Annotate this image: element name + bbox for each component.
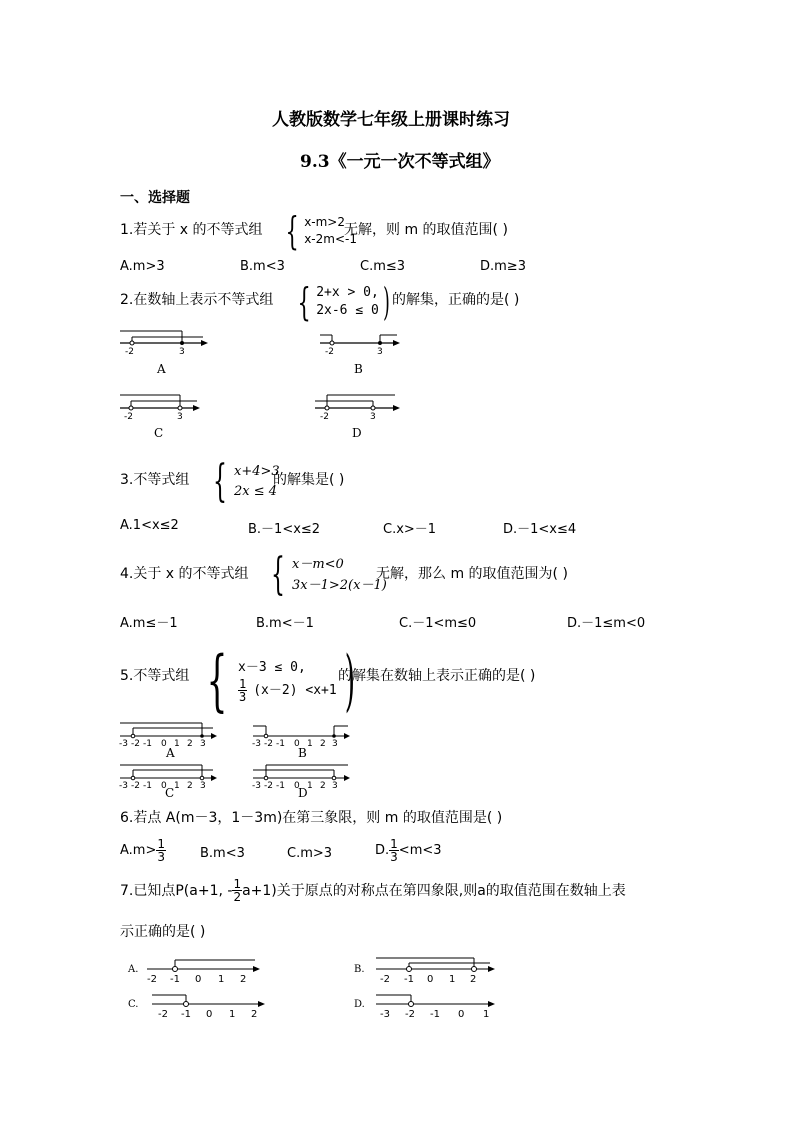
q3-option-d: D.－1<x≤4	[503, 522, 577, 537]
q5-prefix: 5.不等式组	[120, 668, 190, 684]
tick-label: 3	[200, 781, 206, 790]
q7-label-a: A.	[128, 964, 139, 975]
tick-label: 0	[161, 739, 167, 748]
tick-label: 3	[377, 347, 383, 355]
tick-label: 0	[458, 1009, 465, 1019]
q2-label-c: C	[154, 426, 164, 440]
q5-fraction	[238, 678, 247, 703]
q2-label-a: A	[157, 362, 166, 376]
q2-system	[292, 280, 394, 324]
q5-numberline-a	[117, 718, 217, 748]
tick-label: 1	[174, 739, 180, 748]
q6-option-d-prefix: D.	[375, 843, 390, 858]
q4-option-a: A.m≤－1	[120, 616, 178, 631]
tick-label: 3	[177, 412, 183, 420]
tick-label: 3	[179, 347, 185, 355]
tick-label: -2	[405, 1009, 415, 1019]
q1-line2: x-2m<-1	[304, 232, 357, 246]
q7-line2: 示正确的是( )	[120, 924, 206, 940]
tick-label: 1	[449, 974, 456, 984]
tick-label: -3	[119, 739, 128, 748]
tick-label: 1	[174, 781, 180, 790]
page-subtitle: 9.3《一元一次不等式组》	[300, 152, 500, 172]
q3-suffix: 的解集是( )	[273, 472, 345, 488]
tick-label: 2	[187, 781, 193, 790]
brace-icon: {	[285, 209, 299, 253]
q7-numberline-b	[372, 954, 497, 984]
q4-line2: 3x－1>2(x－1)	[292, 577, 387, 593]
tick-label: 2	[470, 974, 477, 984]
tick-label: -2	[320, 412, 329, 420]
q1-option-c: C.m≤3	[360, 259, 406, 274]
q6-option-a-fraction	[156, 838, 166, 863]
tick-label: -3	[380, 1009, 390, 1019]
tick-label: 1	[483, 1009, 490, 1019]
frac-num: 1	[390, 837, 398, 851]
q7-numberline-a	[143, 956, 263, 984]
q5-label-c: C	[165, 786, 175, 800]
tick-label: 0	[206, 1009, 213, 1019]
q7-label-b: B.	[354, 964, 365, 975]
q4-system	[264, 549, 387, 600]
q7-numberline-d	[372, 991, 497, 1019]
tick-label: -2	[124, 412, 133, 420]
tick-label: 3	[332, 739, 338, 748]
tick-label: -3	[252, 739, 261, 748]
q5-label-d: D	[298, 786, 308, 800]
tick-label: -2	[264, 781, 273, 790]
q5-numberline-b	[250, 718, 355, 748]
tick-label: 2	[240, 974, 247, 984]
q5-frac-num: 1	[239, 677, 247, 691]
q3-option-a: A.1<x≤2	[120, 518, 179, 533]
q6-text: 6.若点 A(m－3，1－3m)在第三象限，则 m 的取值范围是( )	[120, 810, 503, 826]
tick-label: 2	[251, 1009, 258, 1019]
tick-label: -3	[252, 781, 261, 790]
tick-label: -1	[404, 974, 414, 984]
tick-label: -2	[325, 347, 334, 355]
q6-option-d	[375, 838, 442, 863]
tick-label: -3	[119, 781, 128, 790]
q3-line2: 2x ≤ 4	[234, 483, 278, 499]
tick-label: -1	[181, 1009, 191, 1019]
q2-suffix: 的解集，正确的是( )	[392, 292, 520, 308]
tick-label: 3	[200, 739, 206, 748]
tick-label: 1	[229, 1009, 236, 1019]
tick-label: -1	[276, 739, 285, 748]
q4-option-d: D.－1≤m<0	[567, 616, 646, 631]
tick-label: 0	[294, 781, 300, 790]
q3-option-b: B.－1<x≤2	[248, 522, 321, 537]
tick-label: 2	[187, 739, 193, 748]
q4-option-b: B.m<－1	[256, 616, 314, 631]
q2-line2: 2x-6 ≤ 0	[316, 303, 379, 318]
q7-suffix: a+1)关于原点的对称点在第四象限,则a的取值范围在数轴上表	[242, 882, 626, 899]
frac-den: 3	[390, 850, 398, 864]
q3-option-c: C.x>－1	[383, 522, 437, 537]
tick-label: -1	[143, 781, 152, 790]
q5-frac-den: 3	[239, 690, 247, 704]
tick-label: 2	[320, 739, 326, 748]
tick-label: -2	[131, 781, 140, 790]
tick-label: 2	[320, 781, 326, 790]
q6-option-a-text: A.m>	[120, 843, 157, 858]
q4-suffix: 无解，那么 m 的取值范围为( )	[376, 566, 568, 582]
q2-label-d: D	[352, 426, 362, 440]
q5-label-a: A	[166, 746, 175, 760]
tick-label: 1	[307, 739, 313, 748]
tick-label: -2	[147, 974, 157, 984]
tick-label: -2	[264, 739, 273, 748]
tick-label: 1	[218, 974, 225, 984]
tick-label: 0	[195, 974, 202, 984]
paren-icon: )	[382, 280, 390, 324]
q1-suffix: 无解，则 m 的取值范围( )	[344, 222, 508, 238]
q2-line1: 2+x > 0,	[316, 285, 379, 300]
q2-prefix: 2.在数轴上表示不等式组	[120, 292, 274, 308]
frac-num: 1	[157, 837, 165, 851]
q3-system	[206, 456, 280, 507]
q1-line1: x-m>2	[304, 215, 345, 229]
q1-prefix: 1.若关于 x 的不等式组	[120, 222, 263, 238]
tick-label: 0	[294, 739, 300, 748]
q1-option-d: D.m≥3	[480, 259, 526, 274]
frac-num: 1	[233, 877, 242, 891]
brace-icon: {	[271, 549, 285, 600]
q7-numberline-c	[148, 991, 268, 1019]
q2-numberline-a	[115, 325, 215, 355]
q6-option-b: B.m<3	[200, 846, 245, 861]
section-heading: 一、选择题	[120, 190, 190, 206]
page-title: 人教版数学七年级上册课时练习	[272, 110, 510, 130]
q7-label-c: C.	[128, 999, 139, 1010]
q2-numberline-b	[315, 325, 415, 355]
q6-option-a	[120, 838, 166, 863]
tick-label: -2	[380, 974, 390, 984]
q3-line1: x+4>3	[234, 463, 280, 479]
q2-numberline-c	[115, 390, 215, 420]
q6-option-d-suffix: <m<3	[398, 843, 442, 858]
q7-line1	[120, 878, 626, 903]
q5-line2: (x－2) <x+1	[253, 682, 337, 698]
frac-den: 2	[233, 890, 242, 904]
q4-prefix: 4.关于 x 的不等式组	[120, 566, 249, 582]
tick-label: -2	[125, 347, 134, 355]
tick-label: 3	[332, 781, 338, 790]
tick-label: -2	[131, 739, 140, 748]
paren-icon: )	[344, 642, 355, 719]
frac-den: 3	[157, 850, 165, 864]
q5-line1: x－3 ≤ 0,	[238, 660, 306, 675]
tick-label: 3	[370, 412, 376, 420]
tick-label: 0	[427, 974, 434, 984]
q1-option-b: B.m<3	[240, 259, 285, 274]
q7-prefix: 7.已知点P(a+1, -	[120, 882, 233, 899]
brace-icon: {	[206, 642, 228, 719]
tick-label: -1	[170, 974, 180, 984]
tick-label: -2	[158, 1009, 168, 1019]
brace-icon: {	[297, 280, 311, 324]
q2-numberline-d	[310, 390, 410, 420]
tick-label: -1	[276, 781, 285, 790]
q4-option-c: C.－1<m≤0	[399, 616, 477, 631]
brace-icon: {	[213, 456, 227, 507]
q4-line1: x－m<0	[292, 556, 344, 572]
q6-option-d-fraction	[389, 838, 399, 863]
q1-option-a: A.m>3	[120, 259, 165, 274]
tick-label: 0	[161, 781, 167, 790]
q3-prefix: 3.不等式组	[120, 472, 190, 488]
q7-fraction	[232, 878, 242, 903]
tick-label: 1	[307, 781, 313, 790]
tick-label: -1	[430, 1009, 440, 1019]
q6-option-c: C.m>3	[287, 846, 333, 861]
q5-label-b: B	[298, 746, 307, 760]
q5-suffix: 的解集在数轴上表示正确的是( )	[338, 668, 536, 684]
q7-label-d: D.	[354, 999, 365, 1010]
q2-label-b: B	[354, 362, 363, 376]
tick-label: -1	[143, 739, 152, 748]
